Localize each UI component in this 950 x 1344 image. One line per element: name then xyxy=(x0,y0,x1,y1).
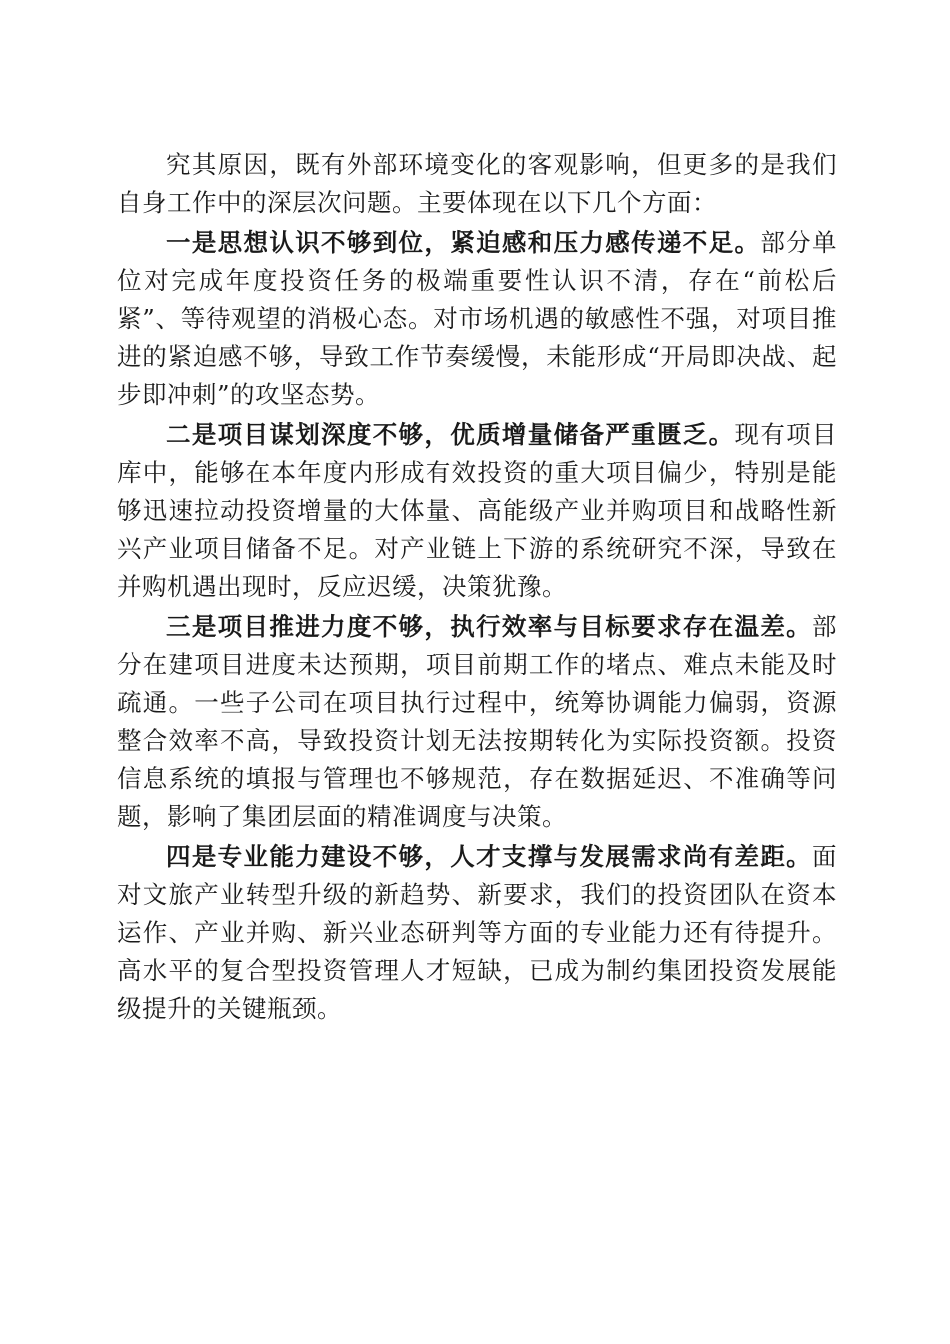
paragraph-point-1 xyxy=(117,224,837,414)
paragraph-point-2 xyxy=(117,416,837,606)
paragraph-lead: 三是项目推进力度不够，执行效率与目标要求存在温差。 xyxy=(166,612,812,641)
paragraph-text: 现有项目库中，能够在本年度内形成有效投资的重大项目偏少，特别是能够迅速拉动投资增量的大体量、高能级产业并购项目和战略性新兴产业项目储备不足。对产业链上下游的系统研究不深，导致在并购机遇出现时，反应迟缓，决策犹豫。 xyxy=(117,420,838,601)
paragraph-lead: 四是专业能力建设不够，人才支撑与发展需求尚有差距。 xyxy=(166,842,812,871)
paragraph-text: 面对文旅产业转型升级的新趋势、新要求，我们的投资团队在资本运作、产业并购、新兴业态研判等方面的专业能力还有待提升。高水平的复合型投资管理人才短缺，已成为制约集团投资发展能级提升的关键瓶颈。 xyxy=(117,842,837,1023)
paragraph-lead: 二是项目谋划深度不够，优质增量储备严重匮乏。 xyxy=(166,420,735,449)
paragraph-text: 部分在建项目进度未达预期，项目前期工作的堵点、难点未能及时疏通。一些子公司在项目执行过程中，统筹协调能力偏弱，资源整合效率不高，导致投资计划无法按期转化为实际投资额。投资信息系统的填报与管理也不够规范，存在数据延迟、不准确等问题，影响了集团层面的精准调度与决策。 xyxy=(117,612,837,831)
paragraph-text: 部分单位对完成年度投资任务的极端重要性认识不清，存在“前松后紧”、等待观望的消极心态。对市场机遇的敏感性不强，对项目推进的紧迫感不够，导致工作节奏缓慢，未能形成“开局即决战、起步即冲刺”的攻坚态势。 xyxy=(117,228,838,409)
paragraph-text: 究其原因，既有外部环境变化的客观影响，但更多的是我们自身工作中的深层次问题。主要体现在以下几个方面： xyxy=(117,150,837,217)
paragraph-intro xyxy=(117,146,837,222)
paragraph-lead: 一是思想认识不够到位，紧迫感和压力感传递不足。 xyxy=(166,228,761,257)
paragraph-point-3 xyxy=(117,608,837,836)
paragraph-point-4 xyxy=(117,838,837,1028)
document-body xyxy=(117,146,837,1030)
